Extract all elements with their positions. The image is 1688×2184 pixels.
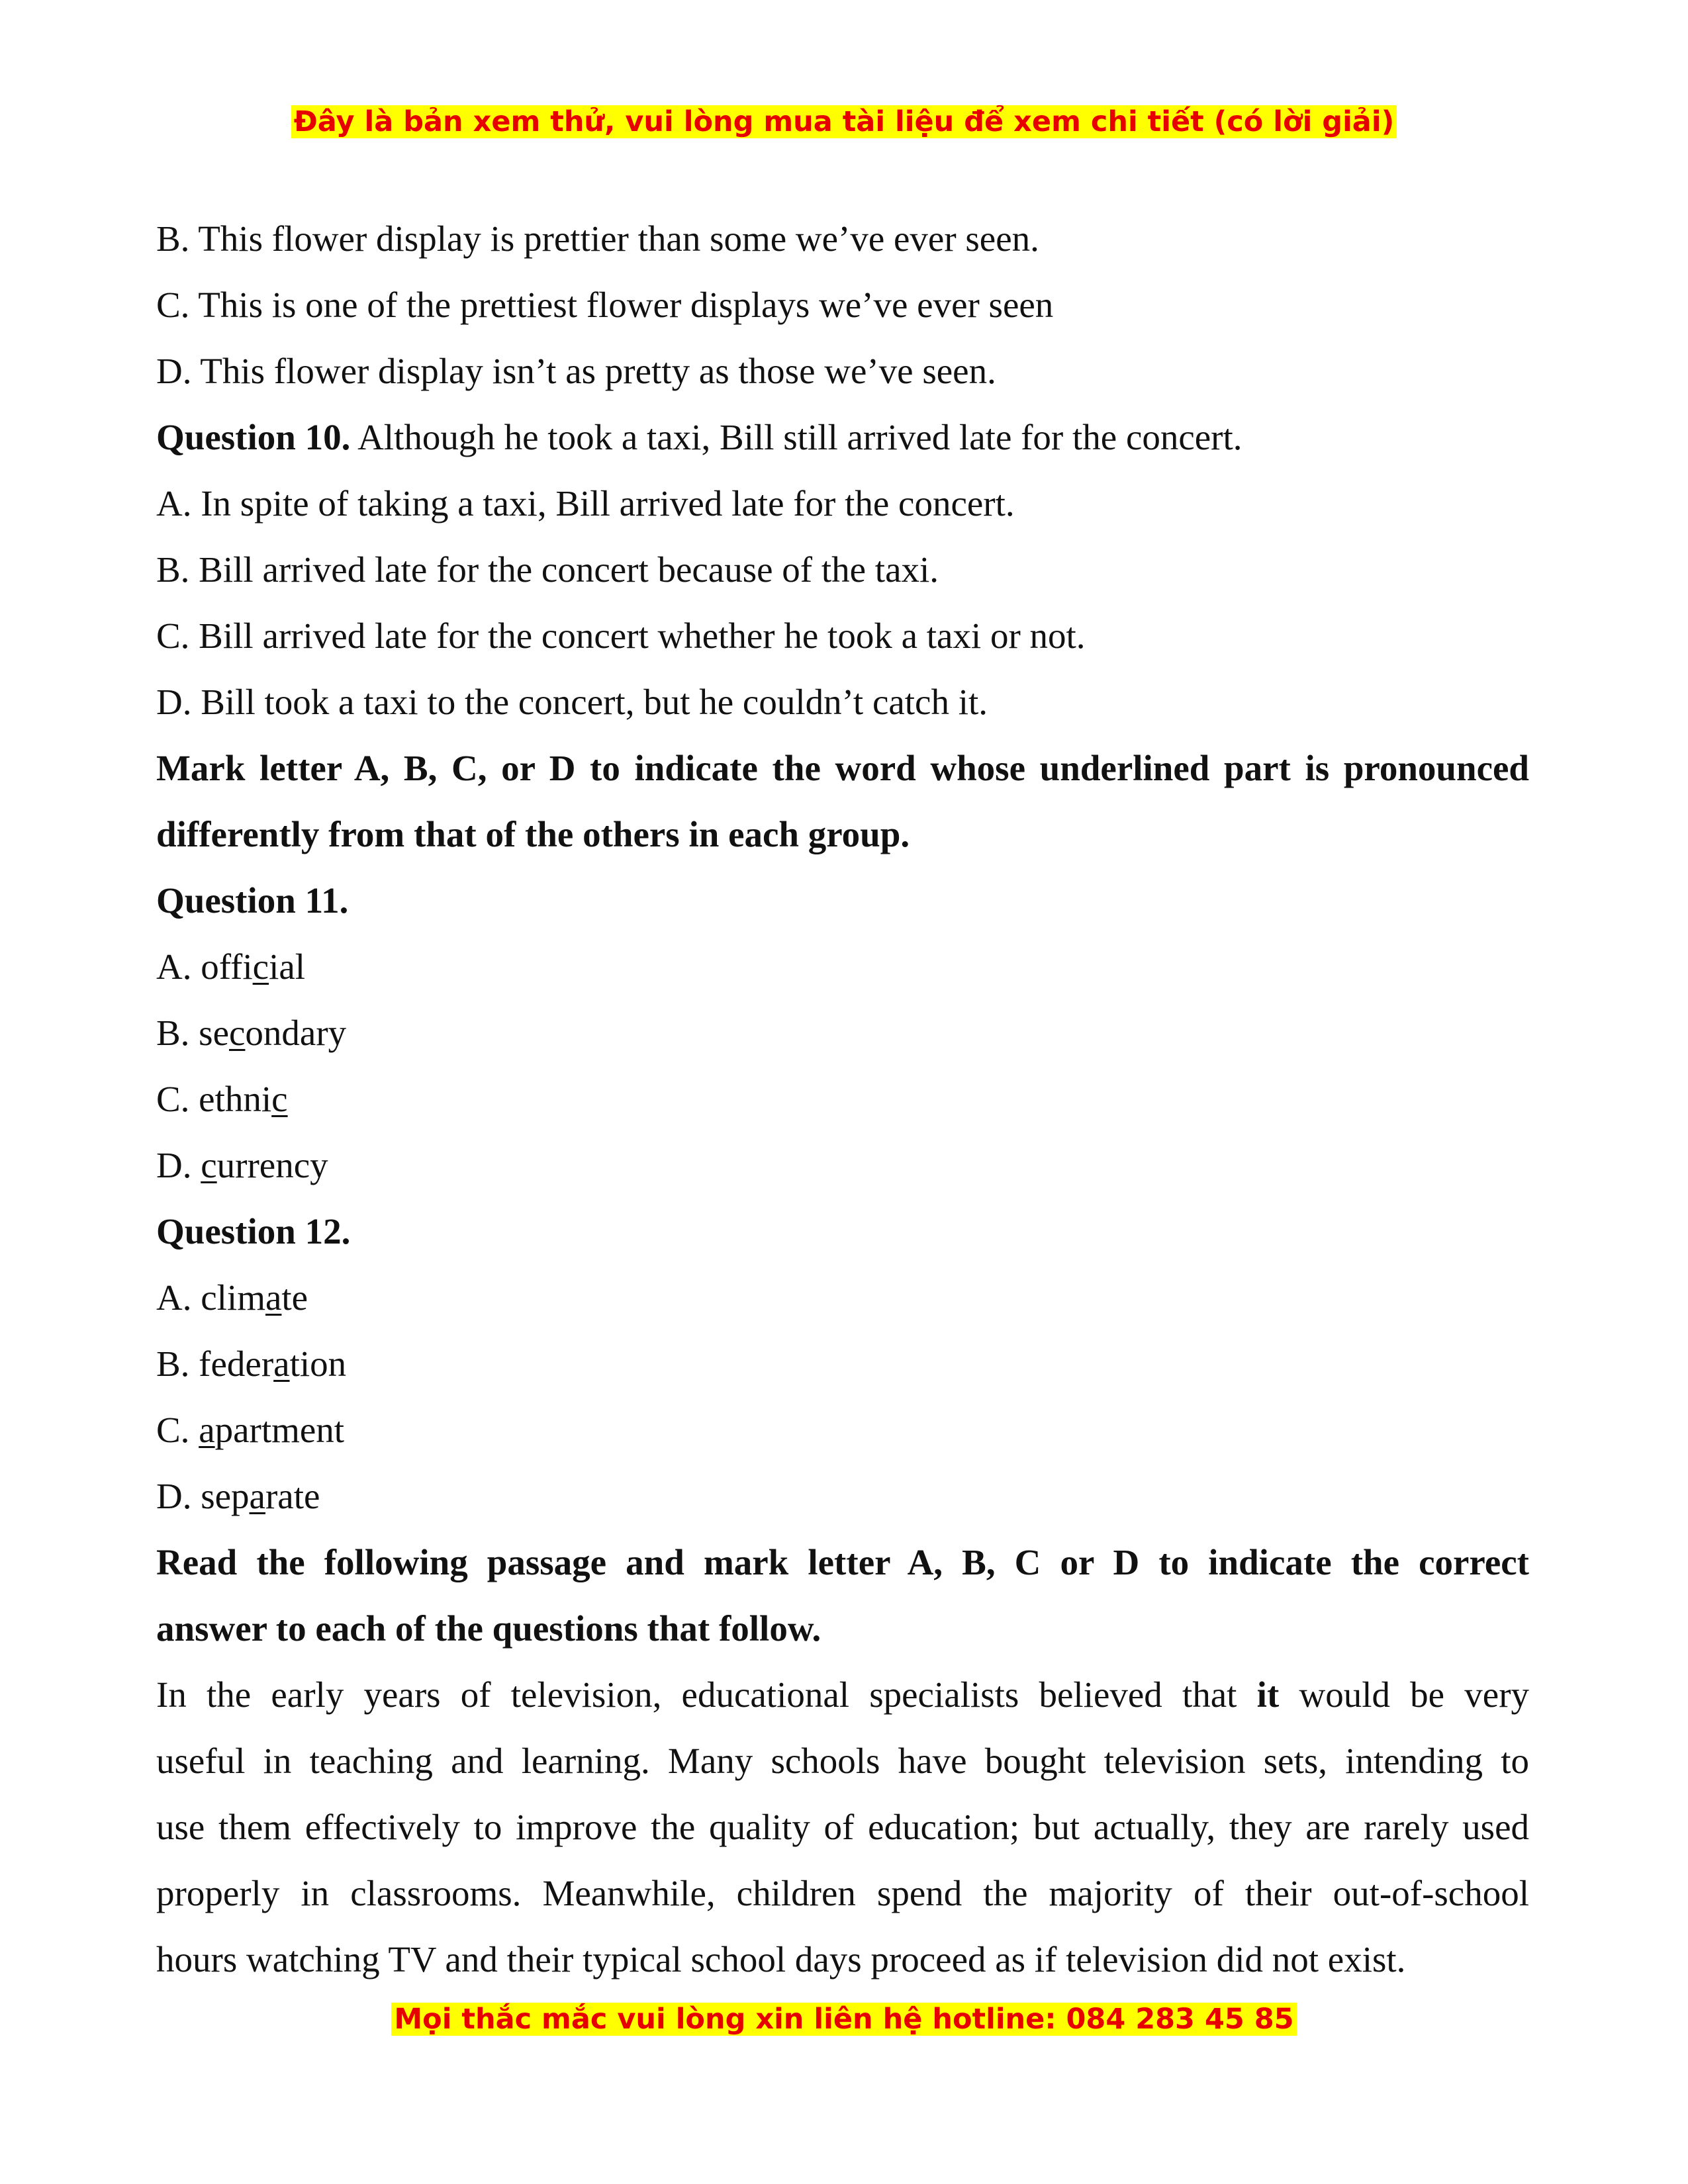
passage-line-4: properly in classrooms. Meanwhile, children spend the majority of their out-of-school — [156, 1873, 1529, 1913]
hotline-notice-banner — [0, 2001, 1688, 2038]
passage-line-5: hours watching TV and their typical school days proceed as if television did not exist. — [156, 1939, 1406, 1979]
q11-option-d-pre: D. — [156, 1145, 201, 1185]
reading-instruction-line-1: Read the following passage and mark letter A, B, C or D to indicate the correct — [156, 1542, 1529, 1582]
q10-option-d: D. Bill took a taxi to the concert, but he couldn’t catch it. — [156, 682, 988, 722]
question-11-label: Question 11. — [156, 880, 349, 921]
q9-option-c: C. This is one of the prettiest flower displays we’ve ever seen — [156, 285, 1054, 325]
q11-option-d-post: urrency — [216, 1145, 328, 1185]
q12-option-a — [156, 1265, 1529, 1331]
q12-option-c-post: partment — [214, 1410, 345, 1450]
q12-option-d-post: rate — [265, 1476, 320, 1516]
preview-notice-text: Đây là bản xem thử, vui lòng mua tài liệu để xem chi tiết (có lời giải) — [291, 105, 1397, 138]
q11-option-d-underlined: c — [201, 1145, 217, 1185]
document-body — [156, 206, 1529, 1993]
q11-option-a-underlined: c — [252, 946, 269, 987]
q12-option-d-pre: D. sep — [156, 1476, 250, 1516]
q10-option-c: C. Bill arrived late for the concert whether he took a taxi or not. — [156, 615, 1086, 656]
question-10-text: Although he took a taxi, Bill still arrived late for the concert. — [350, 417, 1243, 457]
q11-option-c-underlined: c — [271, 1079, 288, 1119]
pronunciation-instruction-line-1: Mark letter A, B, C, or D to indicate the word whose underlined part is pronounced — [156, 748, 1529, 788]
q11-option-b-underlined: c — [229, 1013, 246, 1053]
passage-line-1-bold-word: it — [1256, 1674, 1280, 1715]
passage-line-1-post: would be very — [1279, 1674, 1530, 1715]
q12-option-b-underlined: a — [273, 1343, 290, 1384]
q9-option-b: B. This flower display is prettier than some we’ve ever seen. — [156, 218, 1039, 259]
q12-option-c-pre: C. — [156, 1410, 199, 1450]
q12-option-b-post: tion — [289, 1343, 347, 1384]
q11-option-c — [156, 1066, 1529, 1132]
q11-option-d — [156, 1132, 1529, 1199]
q12-option-c-underlined: a — [199, 1410, 215, 1450]
q12-option-c — [156, 1397, 1529, 1463]
passage-line-3: use them effectively to improve the quality of education; but actually, they are rarely used — [156, 1807, 1529, 1847]
reading-instruction-line-2: answer to each of the questions that follow. — [156, 1608, 821, 1649]
question-10 — [156, 404, 1529, 471]
q11-option-b-pre: B. se — [156, 1013, 229, 1053]
q12-option-d — [156, 1463, 1529, 1529]
q10-option-b: B. Bill arrived late for the concert because of the taxi. — [156, 549, 939, 590]
q12-option-a-post: te — [281, 1277, 308, 1318]
q11-option-a-pre: A. offi — [156, 946, 253, 987]
pronunciation-instruction-line-2: differently from that of the others in each group. — [156, 814, 910, 854]
passage-line-1-pre: In the early years of television, educational specialists believed that — [156, 1674, 1257, 1715]
passage-line-2: useful in teaching and learning. Many schools have bought television sets, intending to — [156, 1741, 1529, 1781]
q11-option-b — [156, 1000, 1529, 1066]
q12-option-d-underlined: a — [249, 1476, 265, 1516]
q12-option-b-pre: B. feder — [156, 1343, 274, 1384]
q11-option-c-pre: C. ethni — [156, 1079, 272, 1119]
q12-option-a-underlined: a — [265, 1277, 282, 1318]
q11-option-a — [156, 934, 1529, 1000]
q11-option-a-post: ial — [269, 946, 306, 987]
q10-option-a: A. In spite of taking a taxi, Bill arrived late for the concert. — [156, 483, 1015, 523]
hotline-notice-text: Mọi thắc mắc vui lòng xin liên hệ hotline: 084 283 45 85 — [391, 2003, 1296, 2036]
q11-option-b-post: ondary — [245, 1013, 347, 1053]
q12-option-a-pre: A. clim — [156, 1277, 265, 1318]
question-10-label: Question 10. — [156, 417, 351, 457]
q9-option-d: D. This flower display isn’t as pretty as those we’ve seen. — [156, 351, 996, 391]
passage-line-1 — [156, 1662, 1529, 1728]
q12-option-b — [156, 1331, 1529, 1397]
question-12-label: Question 12. — [156, 1211, 351, 1251]
preview-notice-banner — [0, 103, 1688, 140]
